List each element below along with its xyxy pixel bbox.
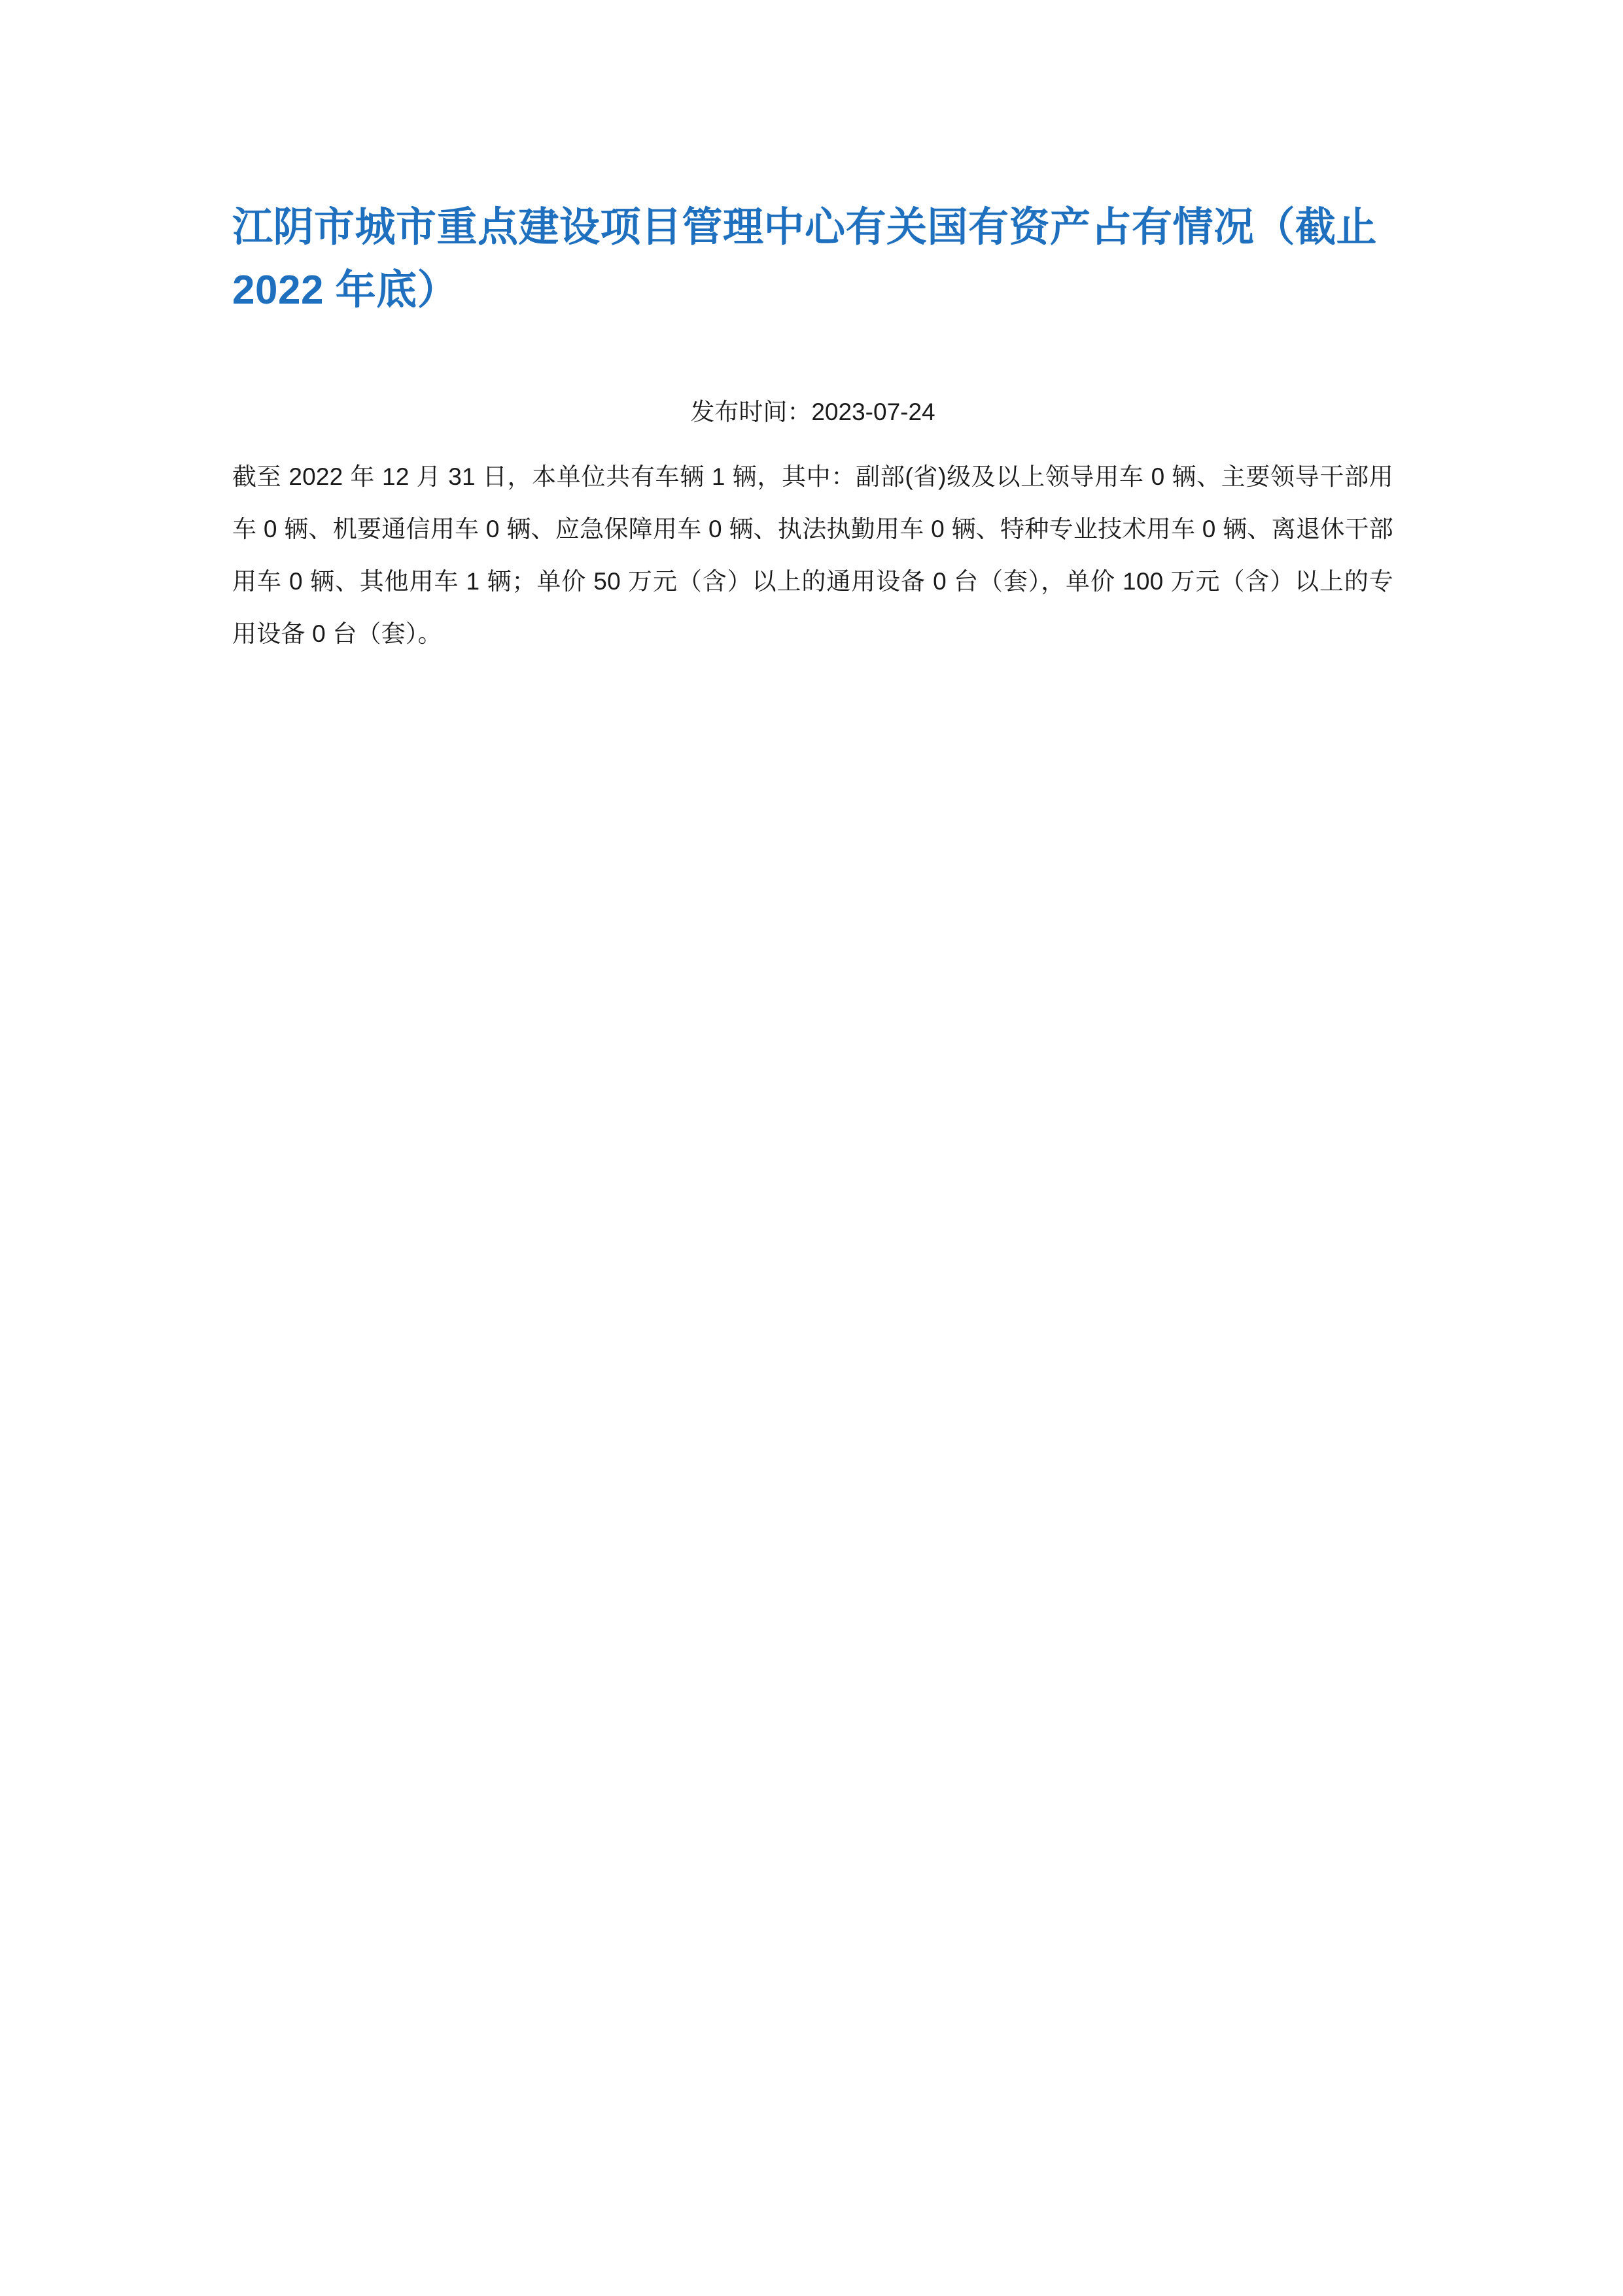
document-body-paragraph: 截至 2022 年 12 月 31 日，本单位共有车辆 1 辆，其中：副部(省)级及以上领导用车 0 辆、主要领导干部用车 0 辆、机要通信用车 0 辆、应急保障用车 0 辆、执法执勤用车 0 辆、特种专业技术用车 0 辆、离退休干部用车 0 辆、其他用车 1 辆；单价 50 万元（含）以上的通用设备 0 台（套），单价 100 万元（含）以上的专用设备 0 台（套）。 <box>232 463 1393 648</box>
publish-date: 发布时间：2023-07-24 <box>690 398 935 426</box>
document-content <box>232 196 1393 684</box>
page-title: 江阴市城市重点建设项目管理中心有关国有资产占有情况（截止 2022 年底） <box>232 205 1378 313</box>
